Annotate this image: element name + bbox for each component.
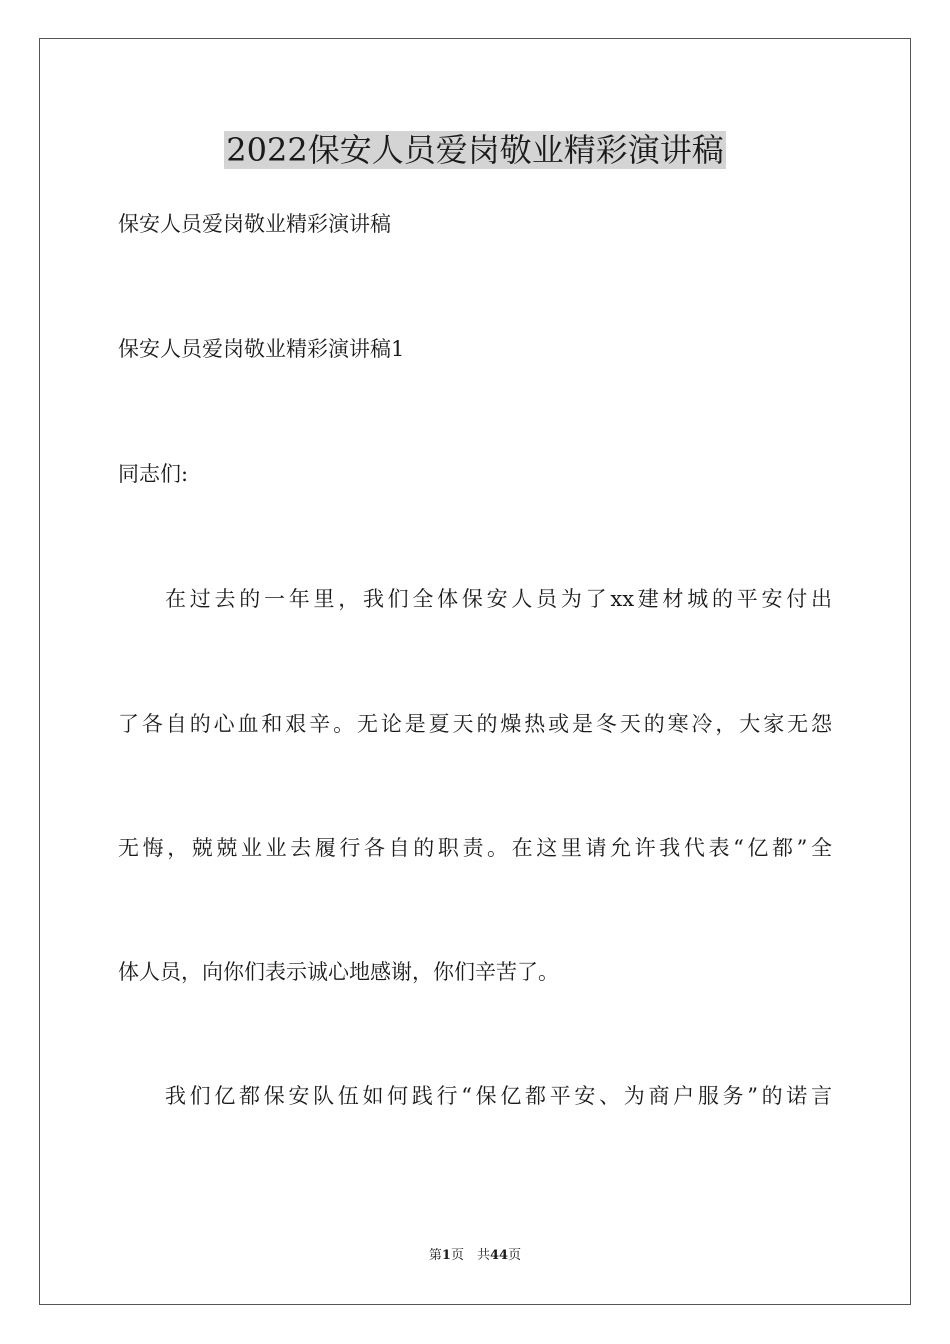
footer-mid: 页 共 [450,1248,490,1263]
footer-suffix: 页 [508,1248,522,1263]
paragraph-line: 体人员，向你们表示诚心地感谢，你们辛苦了。 [118,960,559,984]
footer-prefix: 第 [428,1248,442,1263]
paragraph-line: 了各自的心血和艰辛。无论是夏天的燥热或是冬天的寒冷，大家无怨 [118,712,832,736]
paragraph-line: 在过去的一年里，我们全体保安人员为了xx建材城的平安付出 [165,587,832,611]
subtitle-line: 保安人员爱岗敬业精彩演讲稿 [118,212,391,236]
paragraph-line: 我们亿都保安队伍如何践行“保亿都平安、为商户服务”的诺言 [165,1084,832,1108]
page-footer [0,1246,950,1266]
section-heading: 保安人员爱岗敬业精彩演讲稿1 [118,337,405,361]
document-title [0,126,950,174]
footer-page-number: 1 [441,1248,451,1263]
document-title-text: 2022保安人员爱岗敬业精彩演讲稿 [226,131,724,169]
salutation: 同志们: [118,462,189,486]
paragraph-line: 无悔，兢兢业业去履行各自的职责。在这里请允许我代表“亿都”全 [118,836,832,860]
footer-total-pages: 44 [489,1248,509,1263]
